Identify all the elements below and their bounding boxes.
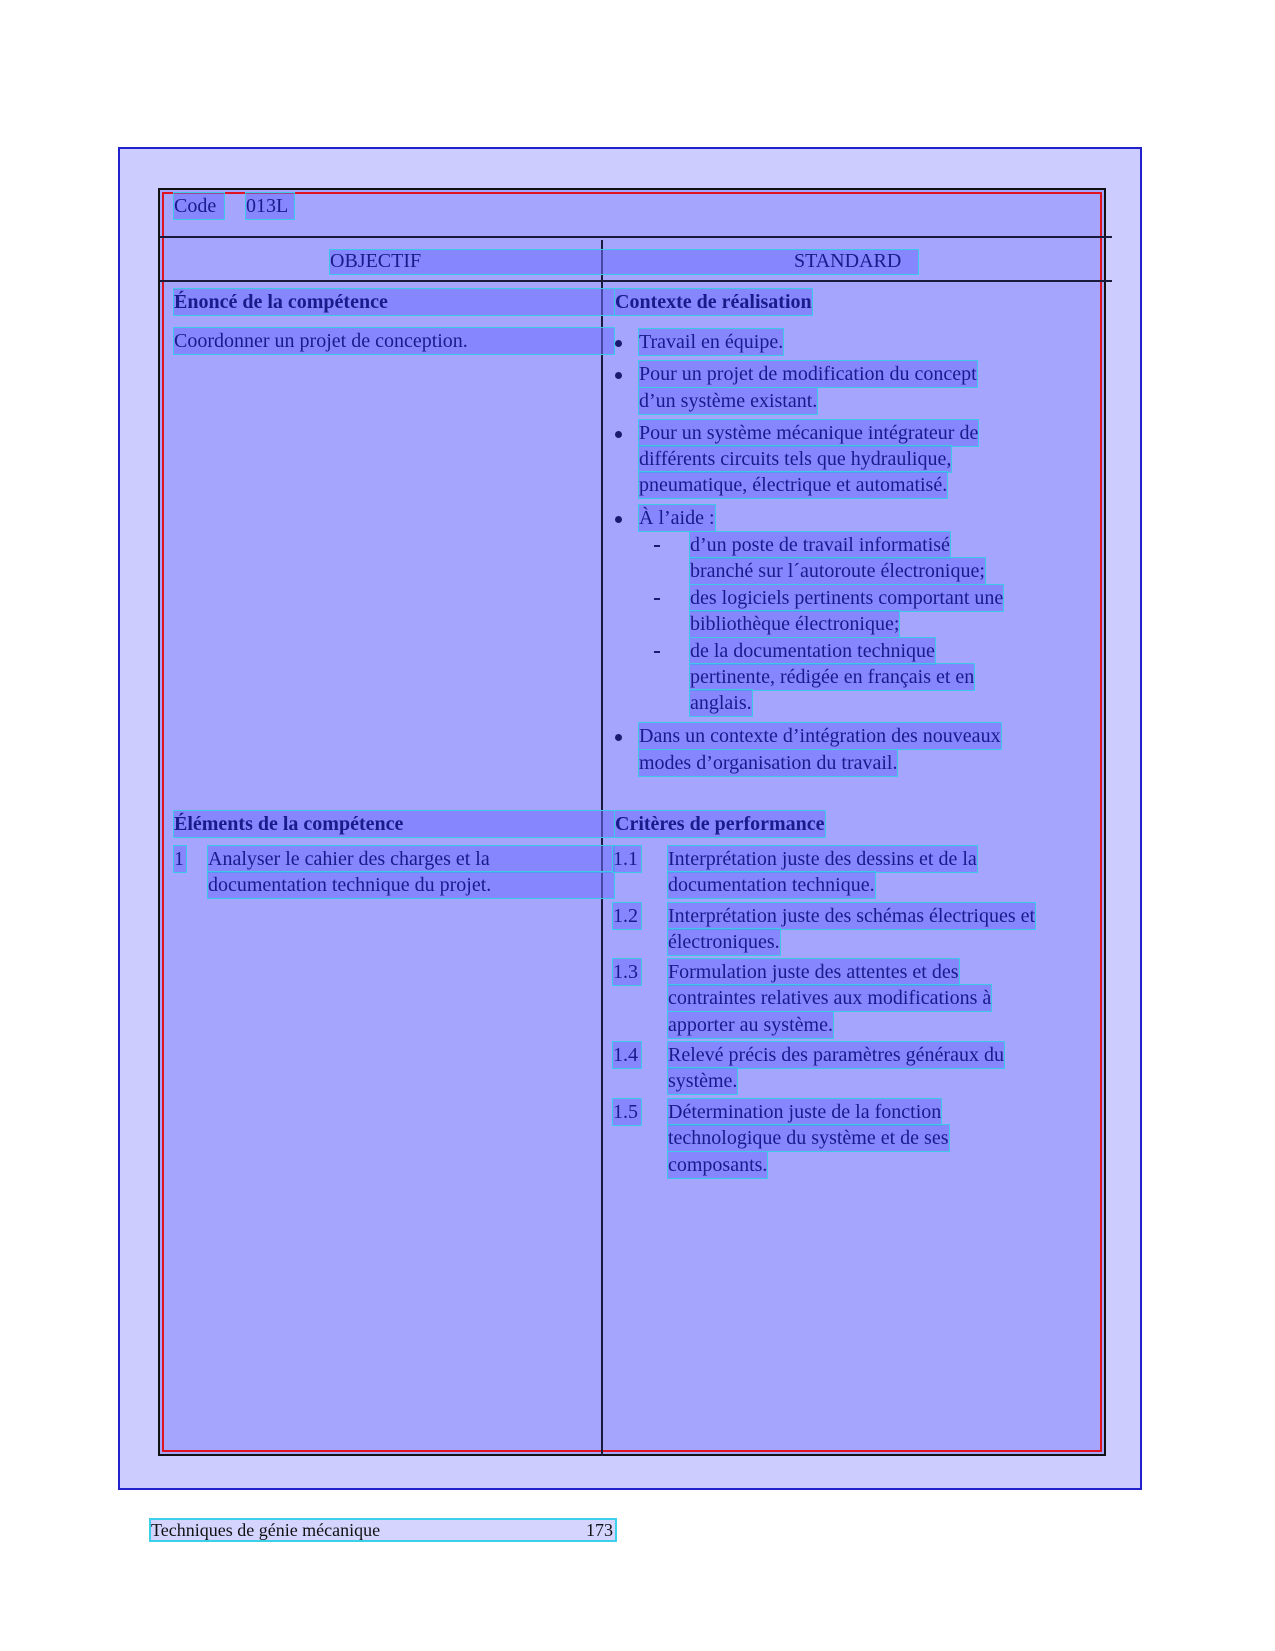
header-divider: [160, 236, 1112, 238]
critere-1-3-l2: contraintes relatives aux modifications à: [668, 987, 992, 1009]
context-projet-l1: Pour un projet de modification du concept: [639, 363, 977, 385]
critere-1-4-l1: Relevé précis des paramètres généraux du: [668, 1044, 1004, 1066]
footer-title: Techniques de génie mécanique: [151, 1520, 381, 1540]
critere-1-5-number: 1.5: [613, 1099, 641, 1125]
sub-dash-2: [654, 585, 660, 611]
column-header-objectif: OBJECTIF: [330, 250, 422, 272]
bullet-dot: [615, 431, 622, 438]
element-1-number: 1: [174, 848, 184, 870]
bullet-dot: [615, 734, 622, 741]
enonce-text: Coordonner un projet de conception.: [174, 328, 614, 354]
code-label: Code: [174, 193, 224, 219]
aide-poste-l1: d’un poste de travail informatisé: [690, 534, 950, 556]
bullet-2: [615, 361, 622, 387]
critere-1-2-number: 1.2: [613, 903, 641, 929]
bullet-5: [615, 723, 622, 749]
bullet-1: [615, 329, 622, 355]
critere-1-5-l1: Détermination juste de la fonction: [668, 1101, 942, 1123]
element-1-line1: Analyser le cahier des charges et la: [208, 846, 614, 872]
context-projet-l2: d’un système existant.: [639, 390, 818, 412]
critere-1-3-l1: Formulation juste des attentes et des: [668, 961, 959, 983]
critere-1-5-l3: composants.: [668, 1154, 768, 1176]
aide-logiciels-l2: bibliothèque électronique;: [690, 613, 900, 635]
critere-1-5-l2: technologique du système et de ses: [668, 1127, 949, 1149]
dash-mark: [654, 651, 660, 653]
criteres-title: Critères de performance: [615, 813, 825, 835]
context-systeme-l1: Pour un système mécanique intégrateur de: [639, 422, 979, 444]
page-number: 173: [586, 1520, 613, 1540]
critere-1-4-l2: système.: [668, 1070, 738, 1092]
bullet-3: [615, 420, 622, 446]
dash-mark: [654, 545, 660, 547]
dash-mark: [654, 598, 660, 600]
context-integration-l1: Dans un contexte d’intégration des nouveaux: [639, 725, 1001, 747]
critere-1-1-l2: documentation technique.: [668, 874, 875, 896]
critere-1-2-l1: Interprétation juste des schémas électriques et: [668, 905, 1036, 927]
elements-title: Éléments de la compétence: [174, 811, 614, 837]
critere-1-3-l3: apporter au système.: [668, 1014, 833, 1036]
aide-poste-l2: branché sur l´autoroute électronique;: [690, 560, 985, 582]
sub-dash-3: [654, 638, 660, 664]
bullet-dot: [615, 516, 622, 523]
critere-1-3-number: 1.3: [613, 959, 641, 985]
bullet-dot: [615, 340, 622, 347]
contexte-title: Contexte de réalisation: [615, 291, 812, 313]
critere-1-2-l2: électroniques.: [668, 931, 780, 953]
context-systeme-l2: différents circuits tels que hydraulique,: [639, 448, 952, 470]
code-value: 013L: [246, 193, 294, 219]
bullet-dot: [615, 372, 622, 379]
element-1-line2: documentation technique du projet.: [208, 872, 614, 898]
critere-1-4-number: 1.4: [613, 1042, 641, 1068]
column-header-divider: [160, 280, 1112, 282]
aide-doc-l3: anglais.: [690, 692, 752, 714]
context-aide: À l’aide :: [639, 507, 715, 529]
aide-doc-l1: de la documentation technique: [690, 640, 935, 662]
bullet-4: [615, 505, 622, 531]
context-travail-equipe: Travail en équipe.: [639, 331, 784, 353]
critere-1-1-l1: Interprétation juste des dessins et de la: [668, 848, 977, 870]
context-integration-l2: modes d’organisation du travail.: [639, 752, 898, 774]
sub-dash-1: [654, 532, 660, 558]
critere-1-1-number: 1.1: [613, 846, 641, 872]
column-header-standard: STANDARD: [794, 250, 902, 272]
context-systeme-l3: pneumatique, électrique et automatisé.: [639, 474, 948, 496]
aide-logiciels-l1: des logiciels pertinents comportant une: [690, 587, 1004, 609]
enonce-title: Énoncé de la compétence: [174, 289, 614, 315]
aide-doc-l2: pertinente, rédigée en français et en: [690, 666, 975, 688]
